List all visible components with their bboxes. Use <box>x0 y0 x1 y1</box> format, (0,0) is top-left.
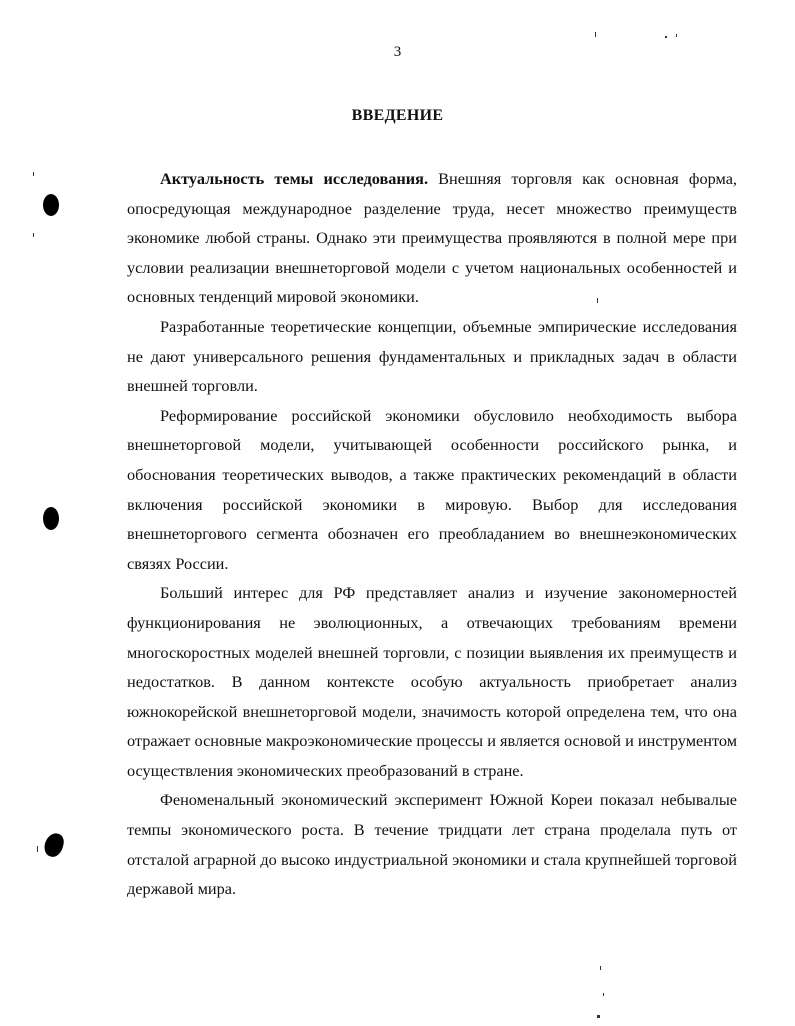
paragraph-text: Реформирование российской экономики обусловило необходимость выбора внешнеторговой модели, учитывающей особенности российского рынка, и обоснования теоретических выводов, а также практических рекомендаций в области включения российской экономики в мировую. Выбор для исследования внешнеторгового сегмента обозначен его преобладанием во внешнеэкономических связях России. <box>127 405 737 573</box>
paragraph-text: Внешняя торговля как основная форма, опосредующая международное разделение труда, несет множество преимуществ экономике любой страны. Однако эти преимущества проявляются в полной мере при условии реализации внешнеторговой модели с учетом национальных особенностей и основных тенденций мировой экономики. <box>127 169 737 307</box>
paragraph-relevance <box>127 164 737 312</box>
scan-speck <box>597 1015 600 1018</box>
paragraph-korea <box>127 785 737 903</box>
scan-speck <box>597 298 598 303</box>
scan-speck <box>665 36 667 38</box>
paragraph-text: Разработанные теоретические концепции, объемные эмпирические исследования не дают универсального решения фундаментальных и прикладных задач в области внешней торговли. <box>127 316 737 396</box>
scan-speck <box>37 846 38 852</box>
scan-speck <box>676 34 677 37</box>
paragraph-theory <box>127 312 737 401</box>
punch-hole-mark <box>43 507 59 530</box>
scan-speck <box>600 966 601 970</box>
paragraph-interest <box>127 578 737 785</box>
scan-speck <box>33 172 34 176</box>
punch-hole-mark <box>42 831 67 859</box>
body-text <box>127 164 737 904</box>
paragraph-reform <box>127 401 737 579</box>
scan-speck <box>595 32 596 37</box>
paragraph-lead: Актуальность темы исследования. <box>160 169 429 188</box>
page-title: ВВЕДЕНИЕ <box>351 107 444 124</box>
page-number: 3 <box>393 44 402 60</box>
punch-hole-mark <box>43 194 59 216</box>
scan-speck <box>603 993 604 996</box>
paragraph-text: Больший интерес для РФ представляет анализ и изучение закономерностей функционирования не эволюционных, а отвечающих требованиям времени многоскоростных моделей внешней торговли, с позиции выявления их преимуществ и недостатков. В данном контексте особую актуальность приобретает анализ южнокорейской внешнеторговой модели, значимость которой определена тем, что она отражает основные макроэкономические процессы и является основой и инструментом осуществления экономических преобразований в стране. <box>127 583 737 780</box>
paragraph-text: Феноменальный экономический эксперимент Южной Кореи показал небывалые темпы экономического роста. В течение тридцати лет страна проделала путь от отсталой аграрной до высоко индустриальной экономики и стала крупнейшей торговой державой мира. <box>127 790 737 899</box>
scan-speck <box>33 233 34 237</box>
